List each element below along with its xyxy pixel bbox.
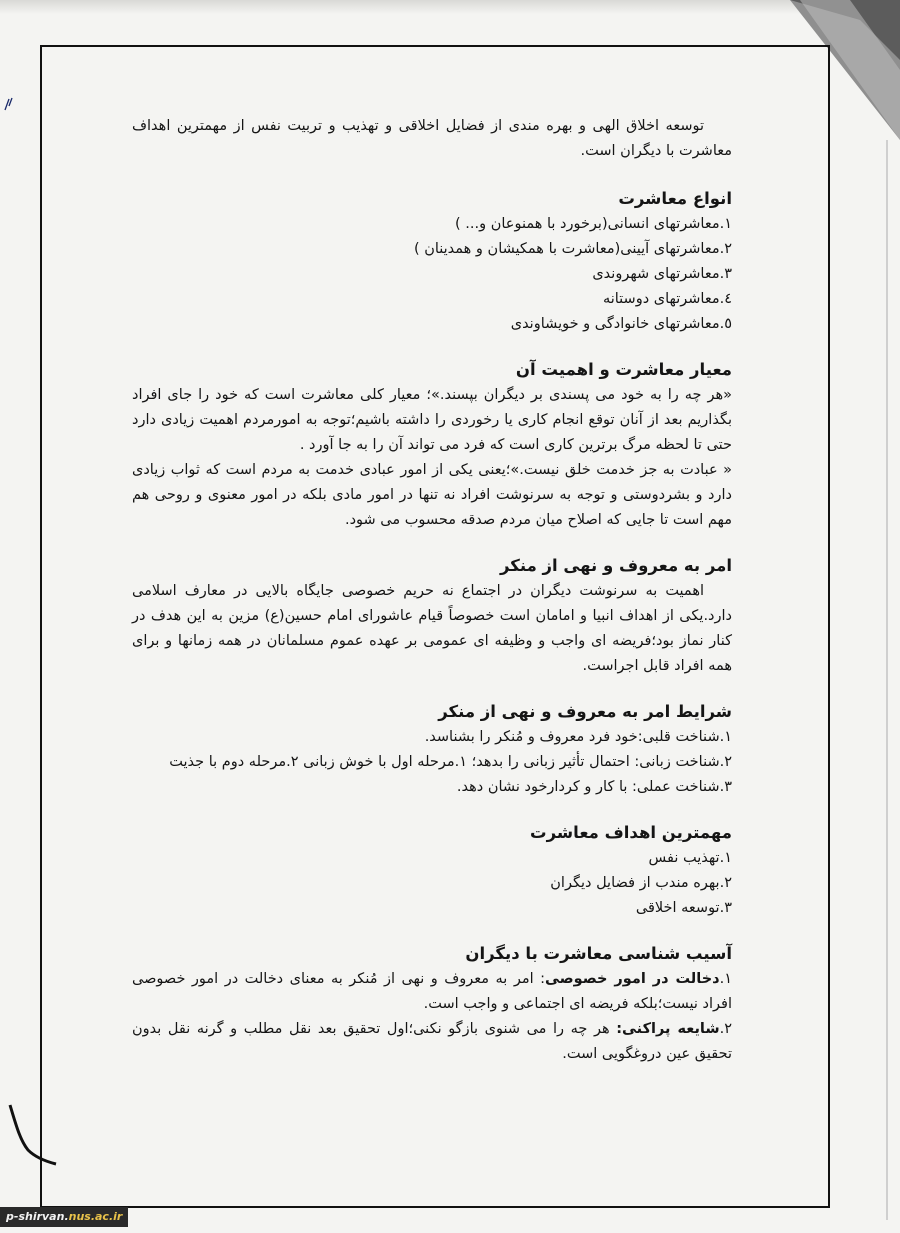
item-number: ۲. (719, 1021, 732, 1037)
pathology-item-2 (132, 1017, 732, 1067)
conditions-list (132, 725, 732, 800)
conditions-heading: شرایط امر به معروف و نهی از منکر (438, 702, 732, 721)
list-item: ٤.معاشرتهای دوستانه (602, 291, 732, 307)
list-item: ۲.معاشرتهای آیینی(معاشرت با همکیشان و همدینان ) (413, 241, 732, 257)
criterion-heading: معیار معاشرت و اهمیت آن (515, 360, 732, 379)
list-item: ۱.تهذیب نفس (648, 850, 732, 866)
pathology-section (132, 941, 732, 1067)
scan-top-edge (0, 0, 900, 14)
margin-tick-mark (3, 96, 15, 112)
item-text: : امر به معروف و نهی از مُنکر به معنای دخالت در امور خصوصی افراد نیست؛بلکه فریضه ای اجتماعی و واجب است. (132, 971, 732, 1012)
watermark-domain: nus.ac.ir (68, 1210, 123, 1223)
types-heading: انواع معاشرت (618, 189, 732, 208)
list-item: ۲.شناخت زبانی: احتمال تأثیر زبانی را بدهد؛ ۱.مرحله اول با خوش زبانی ۲.مرحله دوم با جذیت (169, 754, 732, 770)
item-number: ۱. (719, 971, 732, 987)
pen-stroke-mark (0, 1100, 60, 1170)
intro-section (132, 114, 732, 164)
list-item: ۳.معاشرتهای شهروندی (592, 266, 732, 282)
goals-list (132, 846, 732, 921)
list-item: ۳.شناخت عملی: با کار و کردارخود نشان دهد. (456, 779, 732, 795)
criterion-paragraph-2: « عبادت به جز خدمت خلق نیست.»؛یعنی یکی از امور عبادی خدمت به مردم است که ثواب زیادی دارد و بشردوستی و توجه به سرنوشت افراد نه تنها در امور مادی بلکه در امور معنوی و روحی هم مهم است تا جایی که اصلاح میان مردم صدقه محسوب می شود. (132, 462, 732, 528)
intro-paragraph: توسعه اخلاق الهی و بهره مندی از فضایل اخلاقی و تهذیب و تربیت نفس از مهمترین اهداف معاشرت با دیگران است. (132, 118, 732, 159)
goals-section (132, 820, 732, 921)
conditions-section (132, 699, 732, 800)
types-section (132, 186, 732, 337)
site-watermark (0, 1207, 128, 1227)
pathology-heading: آسیب شناسی معاشرت با دیگران (465, 944, 732, 963)
enjoin-heading: امر به معروف و نهی از منکر (499, 556, 732, 575)
list-item: ٥.معاشرتهای خانوادگی و خویشاوندی (510, 316, 732, 332)
list-item: ۱.شناخت قلبی:خود فرد معروف و مُنکر را بشناسد. (424, 729, 732, 745)
watermark-prefix: p-shirvan. (6, 1210, 69, 1223)
list-item: ۲.بهره مندب از فضایل دیگران (550, 875, 732, 891)
types-list (132, 212, 732, 337)
enjoin-paragraph: اهمیت به سرنوشت دیگران در اجتماع نه حریم خصوصی جایگاه بالایی در معارف اسلامی دارد.یکی از اهداف انبیا و امامان است خصوصاً قیام عاشورای امام حسین(ع) مزین به این هدف در کنار نماز بود؛فریضه ای واجب و وظیفه ای عمومی بر عهده عموم مسلمانان در همه زمانها و برای همه افراد قابل اجراست. (132, 583, 732, 674)
item-text: هر چه را می شنوی بازگو نکنی؛اول تحقیق بعد نقل مطلب و گرنه نقل بدون تحقیق عین دروغگویی است. (132, 1021, 732, 1062)
document-body (132, 114, 732, 1067)
criterion-section (132, 357, 732, 533)
goals-heading: مهمترین اهداف معاشرت (530, 823, 732, 842)
page-right-edge (886, 140, 888, 1220)
enjoin-section (132, 553, 732, 679)
list-item: ۱.معاشرتهای انسانی(برخورد با همنوعان و... ) (455, 216, 732, 232)
criterion-paragraph-1: «هر چه را به خود می پسندی بر دیگران بپسند.»؛ معیار کلی معاشرت است که خود را جای افراد بگذاریم بعد از آنان توقع انجام کاری یا رخوردی را داشته باشیم؛توجه به امورمردم اهمیت زیادی دارد حتی تا لحظه مرگ برترین کاری است که فرد می تواند آن را به جا آورد . (132, 387, 732, 453)
item-term: شایعه پراکنی: (616, 1021, 720, 1037)
list-item: ۳.توسعه اخلاقی (635, 900, 732, 916)
pathology-item-1 (132, 967, 732, 1017)
item-term: دخالت در امور خصوصی (545, 971, 720, 987)
